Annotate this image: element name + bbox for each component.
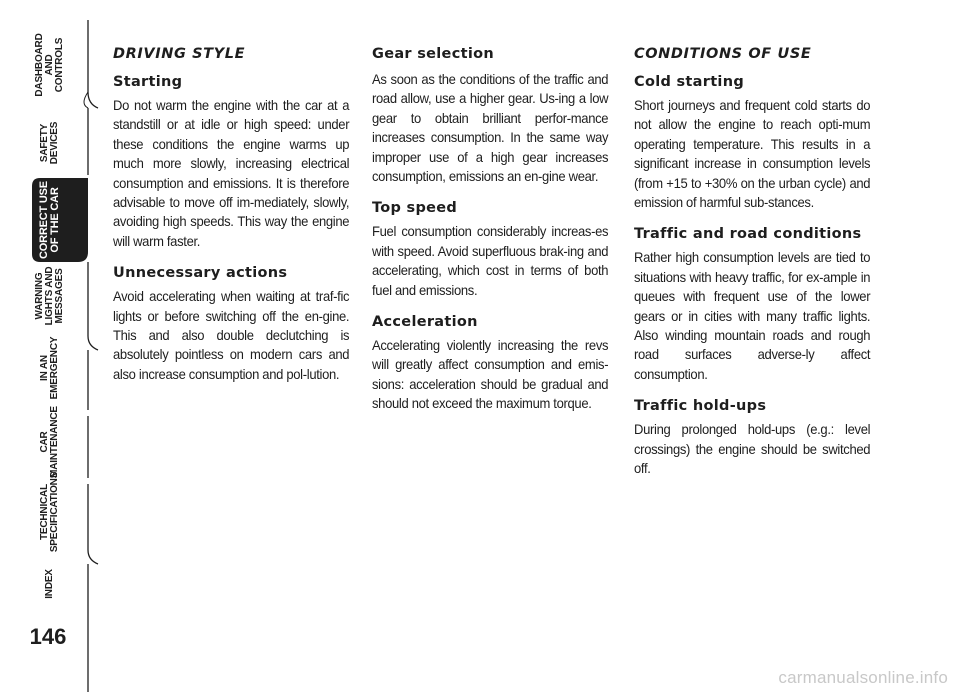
column-driving-style xyxy=(113,44,349,384)
subheading-starting: Starting xyxy=(113,74,183,90)
subheading-cold-starting: Cold starting xyxy=(634,74,745,90)
paragraph-traffic-hold-ups: During prolonged hold-ups (e.g.: level crossings) the engine should be switched off. xyxy=(634,421,871,477)
paragraph-starting: Do not warm the engine with the car at a standstill or at idle or high speed: under these conditions the engine warms up much more slowly, increasing electrical consumption and emissions. It is therefore advisable to move off im-mediately, slowly, avoiding high speeds. This way the engine will warm faster. xyxy=(113,97,350,249)
paragraph-gear-selection: As soon as the conditions of the traffic and road allow, use a higher gear. Us-ing a low gear to obtain brilliant perfor-mance increases consumption. In the same way improper use of a high gear increases consumption, emissions an en-gine wear. xyxy=(372,71,609,185)
subheading-gear-selection: Gear selection xyxy=(372,46,494,62)
section-heading: DRIVING STYLE xyxy=(113,46,246,62)
subheading-top-speed: Top speed xyxy=(372,200,458,217)
watermark-text: carmanualsonline.info xyxy=(778,668,948,687)
paragraph-top-speed: Fuel consumption considerably increas-es with speed. Avoid superfluous brak-ing and accelerating, which cost in terms of both fuel and emissions. xyxy=(372,223,609,298)
column-conditions-of-use xyxy=(634,44,870,479)
subheading-unnecessary-actions: Unnecessary actions xyxy=(113,265,288,282)
section-heading: CONDITIONS OF USE xyxy=(634,46,812,62)
column-gear-selection xyxy=(372,44,608,414)
paragraph-unnecessary-actions: Avoid accelerating when waiting at traf-fic lights or before switching off the en-gine. This and also double declutching is absolutely pointless on modern cars and also increase consumption and pol-lution. xyxy=(113,288,350,382)
page-number: 146 xyxy=(29,624,67,649)
paragraph-acceleration: Accelerating violently increasing the revs will greatly affect consumption and emis-sions: acceleration should be gradual and should not exceed the maximum torque. xyxy=(372,337,609,412)
subheading-acceleration: Acceleration xyxy=(372,314,478,331)
subheading-traffic-hold-ups: Traffic hold-ups xyxy=(634,398,767,415)
paragraph-traffic-and-road-conditions: Rather high consumption levels are tied to situations with heavy traffic, for ex-ample in queues with frequent use of the lower gears or in cities with many traffic lights. Also winding mountain roads and rough road surfaces adverse-ly affect consumption. xyxy=(634,249,871,382)
paragraph-cold-starting: Short journeys and frequent cold starts do not allow the engine to reach opti-mum operating temperature. This results in a significant increase in consumption levels (from +15 to +30% on the urban cycle) and emission of harmful sub-stances. xyxy=(634,97,871,211)
section-tab-strip: DASHBOARD AND CONTROLS SAFETY DEVICES CORRECT USE OF THE CAR WARNING LIGHTS AND MESSAGES IN AN EMERGENCY CAR MAINTENANCE TECHNICAL SPECIFICATIONS INDEX 146 xyxy=(0,0,100,692)
subheading-traffic-and-road-conditions: Traffic and road conditions xyxy=(634,226,862,243)
